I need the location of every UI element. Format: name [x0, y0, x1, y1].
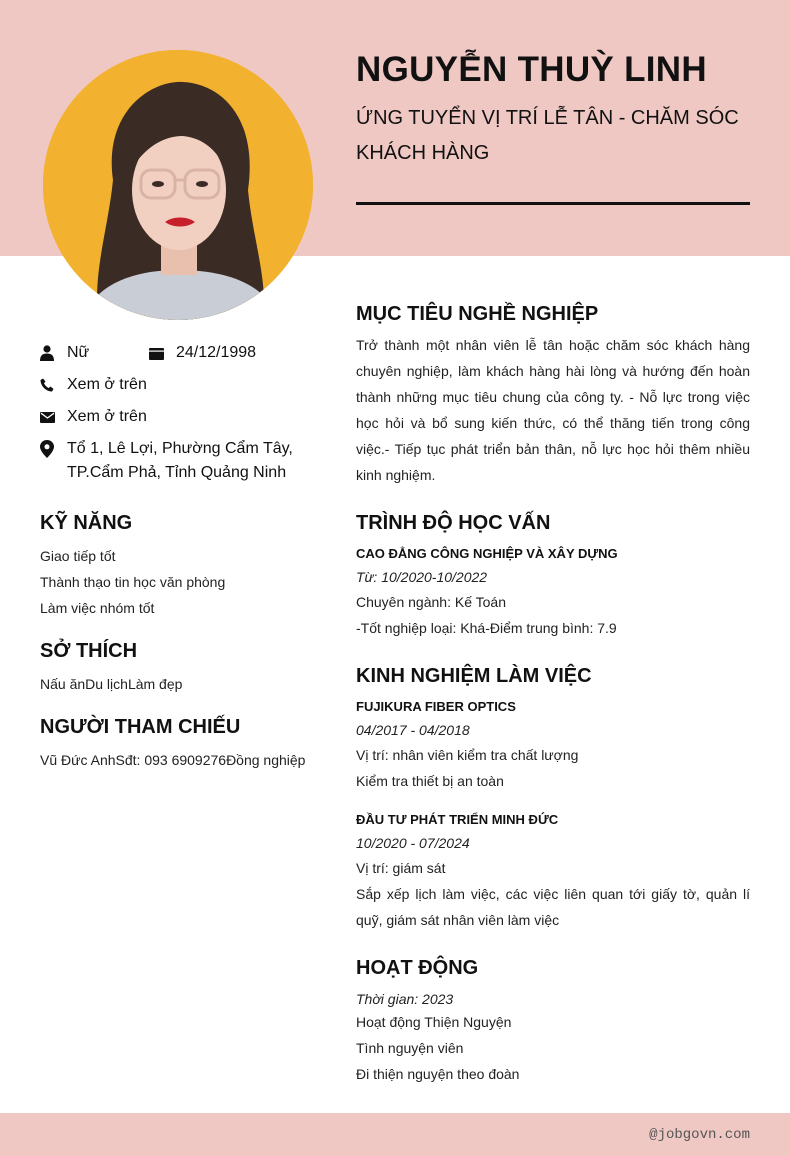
mail-icon — [40, 405, 67, 429]
person-icon — [40, 341, 67, 365]
job-period: 04/2017 - 04/2018 — [356, 722, 470, 738]
applied-position: ỨNG TUYỂN VỊ TRÍ LỄ TÂN - CHĂM SÓC KHÁCH HÀNG — [356, 107, 739, 164]
list-item: Đi thiện nguyện theo đoàn — [356, 1066, 520, 1082]
education-period: Từ: 10/2020-10/2022 — [356, 569, 488, 585]
job-company: ĐẦU TƯ PHÁT TRIỂN MINH ĐỨC — [356, 812, 559, 827]
contact-phone-row — [40, 373, 317, 397]
list-item: Vị trí: giám sát — [356, 860, 446, 876]
candidate-name: NGUYỄN THUỲ LINH — [356, 50, 707, 89]
list-item: Vị trí: nhân viên kiểm tra chất lượng — [356, 747, 579, 763]
list-item: Kiểm tra thiết bị an toàn — [356, 773, 504, 789]
skills-title: KỸ NĂNG — [40, 512, 133, 534]
list-item: Làm việc nhóm tốt — [40, 600, 155, 616]
experience-title: KINH NGHIỆM LÀM VIỆC — [356, 665, 592, 687]
birthday-value: 24/12/1998 — [176, 344, 257, 361]
location-pin-icon — [40, 437, 67, 461]
activities-period: Thời gian: 2023 — [356, 991, 454, 1007]
portrait-illustration — [43, 50, 313, 320]
school-name: CAO ĐẲNG CÔNG NGHIỆP VÀ XÂY DỰNG — [356, 546, 618, 561]
profile-photo — [43, 50, 313, 320]
contact-email-row — [40, 405, 317, 429]
education-details — [356, 589, 750, 641]
list-item: Tình nguyện viên — [356, 1040, 464, 1056]
job-company: FUJIKURA FIBER OPTICS — [356, 699, 516, 714]
list-item: Chuyên ngành: Kế Toán — [356, 594, 506, 610]
hobbies-title: SỞ THÍCH — [40, 640, 138, 662]
list-item: -Tốt nghiệp loại: Khá-Điểm trung bình: 7.9 — [356, 620, 617, 636]
phone-icon — [40, 373, 67, 397]
header-divider — [356, 202, 750, 205]
skills-list — [40, 543, 225, 621]
job-details — [356, 742, 750, 794]
contact-address-row — [40, 437, 307, 485]
list-item: Vũ Đức AnhSđt: 093 6909276Đồng nghiệp — [40, 752, 306, 768]
contact-gender-row — [40, 341, 316, 365]
gender-value: Nữ — [67, 344, 90, 361]
activities-title: HOẠT ĐỘNG — [356, 957, 479, 979]
email-value: Xem ở trên — [67, 408, 147, 425]
list-item: Giao tiếp tốt — [40, 548, 116, 564]
calendar-icon — [149, 341, 176, 365]
objective-text: Trở thành một nhân viên lễ tân hoặc chăm sóc khách hàng chuyên nghiệp, làm khách hàng hài lòng và hướng đến hoàn thành những mục tiêu chung của công ty. - Nỗ lực trong việc học hỏi và bổ sung kiến thức, có thể thăng tiến trong công việc.- Tiếp tục phát triển bản thân, nỗ lực học hỏi thêm nhiều kinh nghiệm. — [356, 337, 750, 483]
list-item: Nấu ănDu lịchLàm đẹp — [40, 676, 183, 692]
footer-watermark: @jobgovn.com — [649, 1127, 750, 1143]
objective-title: MỤC TIÊU NGHỀ NGHIỆP — [356, 303, 599, 325]
job-period: 10/2020 - 07/2024 — [356, 835, 470, 851]
job-details — [356, 855, 750, 933]
education-title: TRÌNH ĐỘ HỌC VẤN — [356, 512, 551, 534]
reference-list — [40, 747, 305, 773]
list-item: Thành thạo tin học văn phòng — [40, 574, 226, 590]
reference-title: NGƯỜI THAM CHIẾU — [40, 716, 241, 738]
address-value: Tổ 1, Lê Lợi, Phường Cẩm Tây, TP.Cẩm Phả, Tỉnh Quảng Ninh — [67, 440, 293, 481]
list-item: Hoạt động Thiện Nguyện — [356, 1014, 512, 1030]
phone-value: Xem ở trên — [67, 376, 147, 393]
list-item: Sắp xếp lịch làm việc, các việc liên quan tới giấy tờ, quản lí quỹ, giám sát nhân viên làm việc — [356, 886, 750, 928]
activities-details — [356, 1009, 750, 1087]
hobbies-list — [40, 671, 182, 697]
